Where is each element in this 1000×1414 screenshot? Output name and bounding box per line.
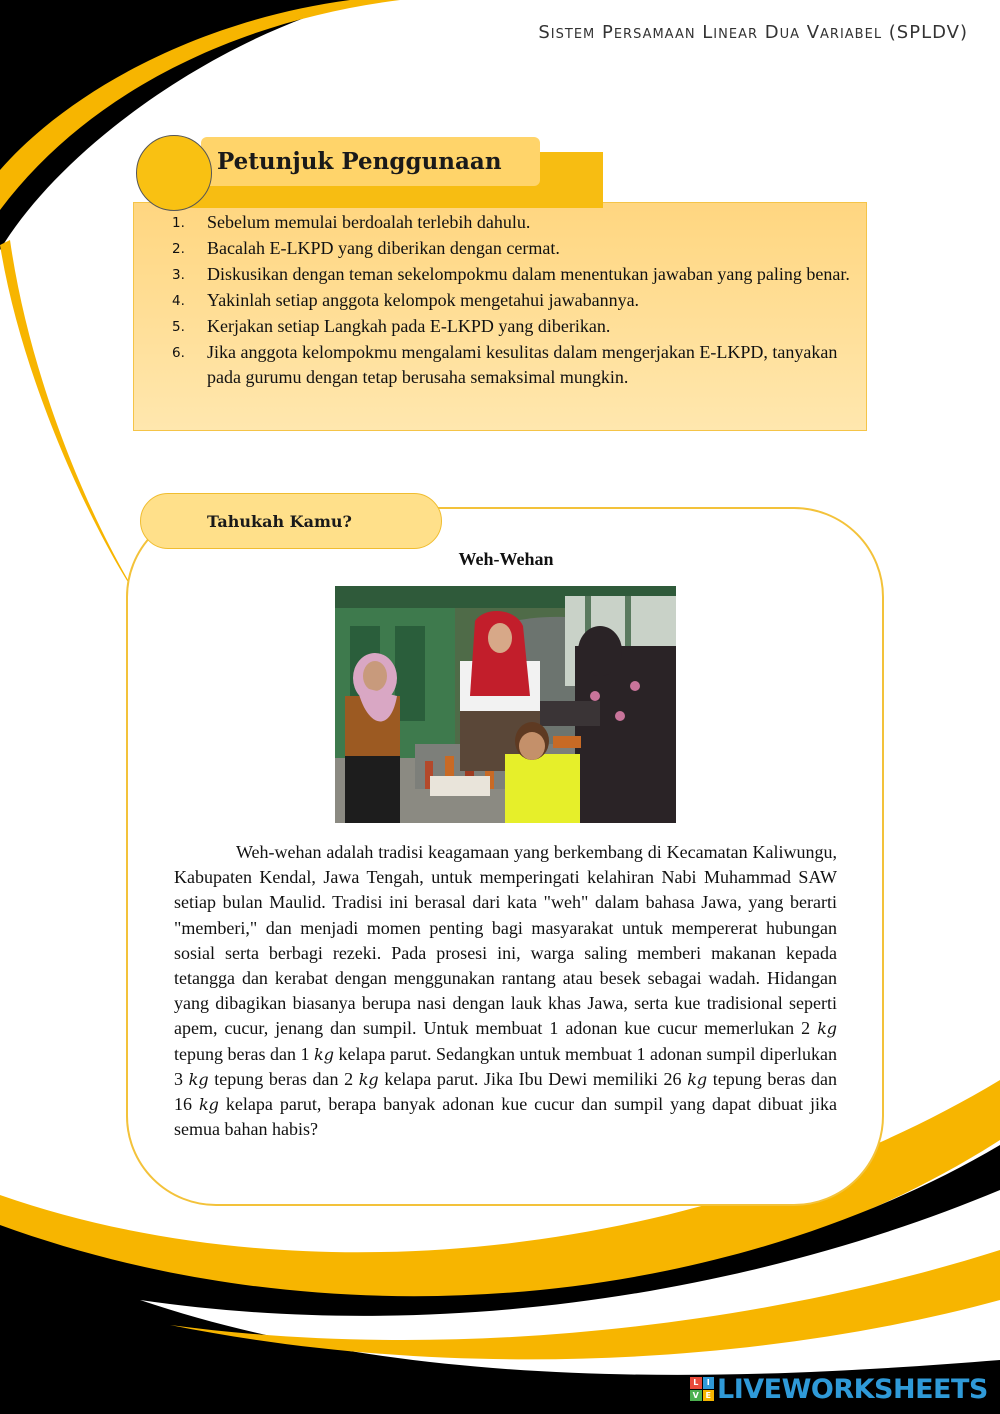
instruction-text: Jika anggota kelompokmu mengalami kesulitas dalam mengerjakan E-LKPD, tanyakan pada gurumu dengan tetap berusaha semaksimal mungkin.: [207, 342, 838, 387]
instruction-list: [172, 210, 852, 390]
unit-kg: kg: [188, 1069, 209, 1089]
instruction-item: [172, 236, 852, 262]
unit-kg: kg: [358, 1069, 379, 1089]
logo-letter: I: [703, 1377, 715, 1389]
story-text: tepung beras dan 16: [174, 1068, 838, 1115]
story-text: tepung beras dan 2: [214, 1068, 354, 1089]
did-you-know-title: Tahukah Kamu?: [207, 511, 352, 531]
instruction-item: [172, 262, 852, 288]
instruction-number: 1.: [172, 215, 185, 231]
logo-letter: V: [690, 1390, 702, 1402]
instruction-text: Diskusikan dengan teman sekelompokmu dalam menentukan jawaban yang paling benar.: [207, 264, 850, 284]
weh-wehan-photo: [335, 586, 676, 823]
unit-kg: kg: [687, 1069, 708, 1089]
instruction-number: 4.: [172, 293, 185, 309]
instruction-text: Yakinlah setiap anggota kelompok mengetahui jawabannya.: [207, 290, 640, 310]
instructions-title: Petunjuk Penggunaan: [217, 148, 502, 175]
story-text: kelapa parut. Jika Ibu Dewi memiliki 26: [384, 1068, 682, 1089]
liveworksheets-logo-icon: [690, 1377, 714, 1401]
instructions-tab: [201, 137, 540, 186]
instruction-number: 6.: [172, 345, 185, 361]
story-text: Weh-wehan adalah tradisi keagamaan yang berkembang di Kecamatan Kaliwungu, Kabupaten Kendal, Jawa Tengah, untuk memperingati kelahiran Nabi Muhammad SAW setiap bulan Maulid. Tradisi ini berasal dari kata "weh" dalam bahasa Jawa, yang berarti "memberi," dan menjadi momen penting bagi masyarakat untuk mempererat hubungan sosial serta berbagi rezeki. Pada prosesi ini, warga saling memberi makanan kepada tetangga dan kerabat dengan menggunakan rantang atau besek sebagai wadah. Hidangan yang dibagikan biasanya berupa nasi dengan lauk khas Jawa, serta kue tradisional seperti apem, cucur, jenang dan sumpil. Untuk membuat 1 adonan kue cucur memerlukan 2: [174, 842, 837, 1039]
unit-kg: kg: [817, 1019, 837, 1039]
instruction-item: [172, 288, 852, 314]
logo-letter: L: [690, 1377, 702, 1389]
story-text: kelapa parut, berapa banyak adonan kue cucur dan sumpil yang dapat dibuat jika semua bahan habis?: [174, 1094, 837, 1140]
instruction-number: 2.: [172, 241, 185, 257]
circle-decoration-icon: [136, 135, 212, 211]
story-heading: Weh-Wehan: [458, 549, 554, 569]
instruction-text: Sebelum memulai berdoalah terlebih dahulu.: [207, 212, 531, 232]
instruction-number: 5.: [172, 319, 185, 335]
story-text: kelapa parut. Sedangkan untuk membuat 1 adonan sumpil diperlukan 3: [174, 1043, 838, 1089]
logo-letter: E: [703, 1390, 715, 1402]
instruction-item: [172, 314, 852, 340]
did-you-know-tab: [140, 493, 442, 549]
instruction-number: 3.: [172, 267, 185, 283]
unit-kg: kg: [198, 1095, 219, 1115]
story-text: tepung beras dan 1: [174, 1043, 310, 1064]
unit-kg: kg: [314, 1044, 334, 1064]
instruction-text: Bacalah E-LKPD yang diberikan dengan cermat.: [207, 238, 560, 258]
liveworksheets-wordmark: LIVEWORKSHEETS: [717, 1373, 988, 1405]
story-paragraph: [174, 840, 837, 1142]
liveworksheets-brand[interactable]: [690, 1373, 988, 1405]
instruction-text: Kerjakan setiap Langkah pada E-LKPD yang diberikan.: [207, 316, 611, 336]
instruction-item: [172, 210, 852, 236]
document-title: Sistem Persamaan Linear Dua Variabel (SPLDV): [538, 22, 968, 43]
instruction-item: [172, 340, 852, 390]
